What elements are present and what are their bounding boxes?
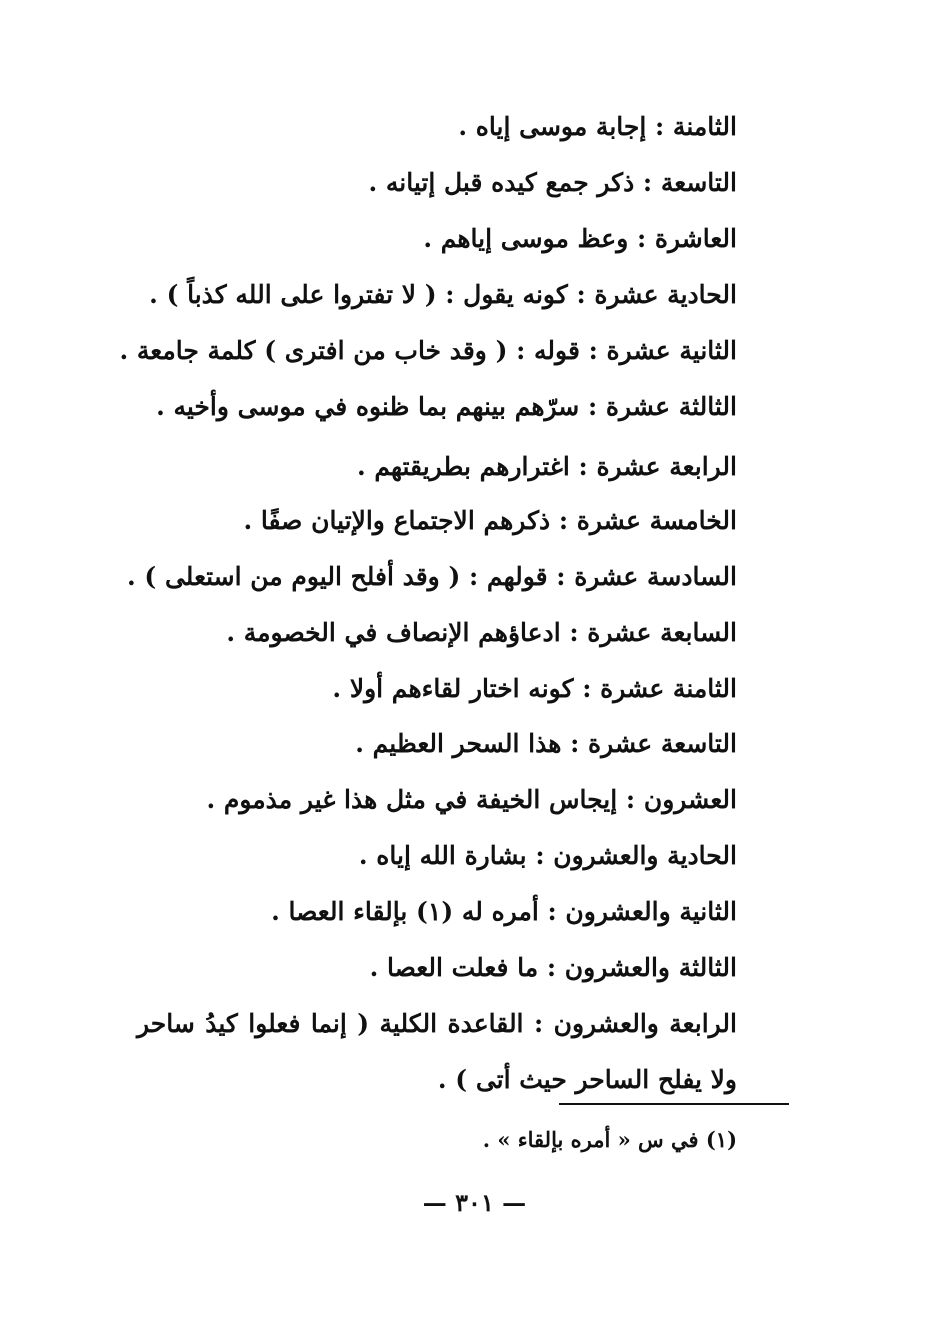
text-line-3: العاشرة : وعظ موسى إياهم . bbox=[423, 224, 737, 253]
text-line-8: الخامسة عشرة : ذكرهم الاجتماع والإتيان صفًا . bbox=[243, 506, 737, 535]
text-line-12: التاسعة عشرة : هذا السحر العظيم . bbox=[355, 729, 737, 758]
text-line-16: الثالثة والعشرون : ما فعلت العصا . bbox=[369, 953, 737, 982]
footnote-divider bbox=[559, 1103, 789, 1105]
text-line-13: العشرون : إيجاس الخيفة في مثل هذا غير مذموم . bbox=[206, 785, 737, 814]
text-line-4: الحادية عشرة : كونه يقول : ( لا تفتروا على الله كذباً ) . bbox=[149, 280, 737, 309]
text-line-14: الحادية والعشرون : بشارة الله إياه . bbox=[358, 841, 737, 870]
page-number: — ٣٠١ — bbox=[422, 1188, 527, 1217]
text-line-9: السادسة عشرة : قولهم : ( وقد أفلح اليوم من استعلى ) . bbox=[127, 562, 737, 591]
text-line-11: الثامنة عشرة : كونه اختار لقاءهم أولا . bbox=[332, 674, 737, 703]
text-line-1: الثامنة : إجابة موسى إياه . bbox=[458, 112, 737, 141]
text-line-5: الثانية عشرة : قوله : ( وقد خاب من افترى ) كلمة جامعة . bbox=[119, 336, 737, 365]
text-line-7: الرابعة عشرة : اغترارهم بطريقتهم . bbox=[356, 452, 737, 481]
text-line-6: الثالثة عشرة : سرّهم بينهم بما ظنوه في موسى وأخيه . bbox=[156, 392, 737, 421]
text-line-10: السابعة عشرة : ادعاؤهم الإنصاف في الخصومة . bbox=[226, 618, 737, 647]
final-paragraph: الرابعة والعشرون : القاعدة الكلية ( إنما فعلوا كيدُ ساحر ولا يفلح الساحر حيث أتى ) . bbox=[137, 1009, 737, 1094]
text-line-2: التاسعة : ذكر جمع كيده قبل إتيانه . bbox=[368, 168, 737, 197]
text-line-15: الثانية والعشرون : أمره له (١) بإلقاء العصا . bbox=[271, 897, 737, 926]
footnote: (١) في س « أمره بإلقاء » . bbox=[482, 1127, 737, 1152]
